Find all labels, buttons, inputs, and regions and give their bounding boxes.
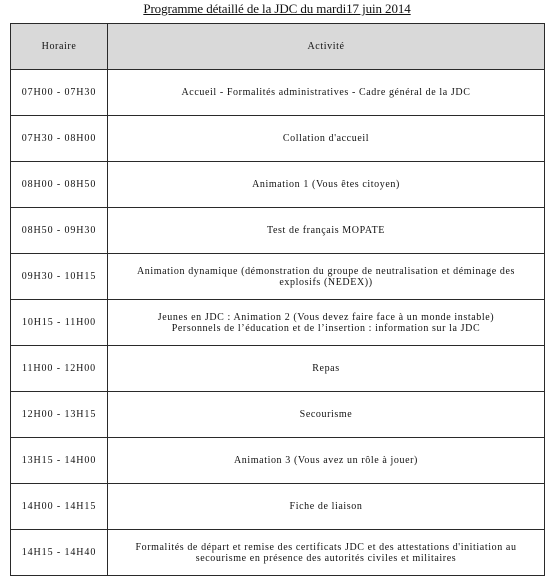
time-cell: 07H30 - 08H00 bbox=[11, 116, 108, 162]
document-title: Programme détaillé de la JDC du mardi17 juin 2014 bbox=[143, 1, 411, 16]
time-cell: 11H00 - 12H00 bbox=[11, 346, 108, 392]
table-row bbox=[11, 484, 545, 530]
table-row bbox=[11, 70, 545, 116]
table-row bbox=[11, 162, 545, 208]
activity-line: Collation d'accueil bbox=[282, 133, 370, 144]
time-cell: 07H00 - 07H30 bbox=[11, 70, 108, 116]
activity-line: explosifs (NEDEX)) bbox=[279, 276, 373, 288]
time-cell: 09H30 - 10H15 bbox=[11, 254, 108, 300]
activity-cell bbox=[108, 70, 545, 116]
header-time: Horaire bbox=[11, 24, 108, 70]
schedule-table bbox=[10, 23, 545, 576]
time-cell: 12H00 - 13H15 bbox=[11, 392, 108, 438]
activity-cell bbox=[108, 300, 545, 346]
activity-line: Accueil - Formalités administratives - Cadre général de la JDC bbox=[181, 87, 471, 98]
time-cell: 13H15 - 14H00 bbox=[11, 438, 108, 484]
activity-line: Personnels de l’éducation et de l’insertion : information sur la JDC bbox=[171, 322, 481, 334]
time-cell: 08H50 - 09H30 bbox=[11, 208, 108, 254]
table-row bbox=[11, 254, 545, 300]
time-cell: 10H15 - 11H00 bbox=[11, 300, 108, 346]
activity-cell bbox=[108, 484, 545, 530]
activity-cell bbox=[108, 392, 545, 438]
time-cell: 14H00 - 14H15 bbox=[11, 484, 108, 530]
activity-cell bbox=[108, 438, 545, 484]
time-cell: 14H15 - 14H40 bbox=[11, 530, 108, 576]
activity-cell bbox=[108, 116, 545, 162]
table-header bbox=[11, 24, 545, 70]
time-cell: 08H00 - 08H50 bbox=[11, 162, 108, 208]
table-row bbox=[11, 208, 545, 254]
table-row bbox=[11, 530, 545, 576]
activity-line: Animation 1 (Vous êtes citoyen) bbox=[252, 179, 400, 190]
activity-cell bbox=[108, 162, 545, 208]
table-row bbox=[11, 392, 545, 438]
activity-line: Formalités de départ et remise des certificats JDC et des attestations d'initiation au bbox=[135, 541, 517, 553]
activity-line: Animation 3 (Vous avez un rôle à jouer) bbox=[233, 455, 418, 466]
table-row bbox=[11, 346, 545, 392]
activity-line: Fiche de liaison bbox=[289, 501, 363, 512]
activity-line: secourisme en présence des autorités civiles et militaires bbox=[195, 552, 457, 564]
activity-line: Test de français MOPATE bbox=[267, 225, 385, 236]
activity-line: Jeunes en JDC : Animation 2 (Vous devez faire face à un monde instable) bbox=[157, 311, 495, 323]
header-activity: Activité bbox=[108, 24, 545, 70]
activity-line: Secourisme bbox=[299, 409, 353, 420]
table-row bbox=[11, 438, 545, 484]
activity-cell bbox=[108, 530, 545, 576]
activity-cell bbox=[108, 346, 545, 392]
activity-cell bbox=[108, 208, 545, 254]
header-row bbox=[11, 24, 545, 70]
table-row bbox=[11, 300, 545, 346]
activity-cell bbox=[108, 254, 545, 300]
activity-line: Animation dynamique (démonstration du groupe de neutralisation et déminage des bbox=[136, 265, 516, 277]
activity-line: Repas bbox=[312, 363, 340, 374]
table-row bbox=[11, 116, 545, 162]
table-body bbox=[11, 70, 545, 576]
